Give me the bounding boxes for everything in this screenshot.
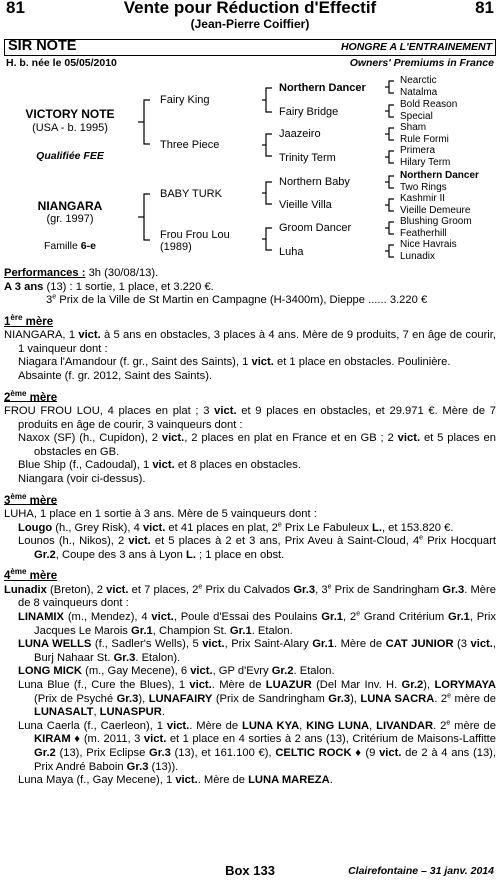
luna-wells-h: (3 (453, 638, 471, 651)
first-dam-produce-2 (4, 370, 496, 384)
horse-birth: H. b. née le 05/05/2010 (6, 57, 117, 69)
g3-0: Nearctic (400, 75, 437, 86)
m3-title-sup: ème (10, 491, 27, 501)
g3-7: Hilary Term (400, 157, 451, 168)
performances-age (4, 281, 496, 295)
luna-caerla-e: , (299, 719, 307, 732)
produce-luna-maya (4, 774, 496, 788)
lot-number-left: 81 (6, 0, 25, 17)
m2-l1c: et 9 places en obstacles, et 29.971 €. Mère de 7 produits en âge de courir, 3 vainqueurs dont : (18, 405, 496, 431)
luna-wells-g: CAT JUNIOR (385, 638, 454, 651)
produce-luna-blue (4, 679, 496, 720)
m1-l3: Absainte (f. gr. 2012, Saint des Saints). (18, 369, 213, 382)
m3-l2a: Lougo (18, 521, 53, 534)
m2-title-num: 2 (4, 391, 11, 404)
long-mick-b: (m., Gay Mecene), 6 (82, 665, 191, 678)
lunadix-i: e (327, 583, 332, 591)
sale-title: Vente pour Réduction d'Effectif (123, 0, 377, 17)
luna-wells-l: . Etalon). (135, 651, 181, 664)
famille-label: Famille (44, 240, 81, 252)
qualification: Qualifiée FEE (36, 150, 104, 162)
luna-caerla-x: Gr.3 (126, 760, 149, 773)
luna-blue-w: . (161, 706, 165, 719)
luna-caerla-r: Gr.3 (149, 746, 171, 759)
fourth-dam-lunadix (4, 584, 496, 611)
lunadix-h: , 3 (315, 583, 328, 596)
lunadix-j: Prix de Sandringham (331, 583, 443, 596)
luna-wells-j: , Burj Nahaar St. (34, 638, 496, 664)
long-mick-c: vict. (190, 665, 213, 678)
m3-l3i: ; 1 place en obst. (195, 548, 285, 561)
luna-caerla-f: KING LUNA (306, 719, 370, 732)
long-mick-f: . Etalon. (293, 665, 335, 678)
luna-caerla-d: LUNA KYA (242, 719, 300, 732)
linamix-l: , Champion St. (152, 624, 230, 637)
m2-l3a: Blue Ship (f., Cadoudal), 1 (18, 459, 153, 472)
m3-l2f: Prix Le Fabuleux (281, 521, 372, 534)
m3-l3b: vict. (128, 535, 151, 548)
m3-l3a: Lounos (h., Nikos), 2 (18, 535, 129, 548)
luna-blue-i: (Prix de Psyché (34, 692, 117, 705)
lunadix-d: et 7 places, 2 (128, 583, 199, 596)
linamix-h: Grand Critérium (360, 610, 449, 623)
first-dam-title (4, 311, 496, 329)
first-dam-text (4, 329, 496, 356)
m2-l2a: Naxox (SF) (h., Cupidon), 2 (18, 432, 162, 445)
m3-title-num: 3 (4, 494, 11, 507)
m2-title-sup: ème (10, 388, 27, 398)
luna-caerla-c: . Mère de (189, 719, 242, 732)
luna-wells-k: Gr.3 (113, 651, 136, 664)
dam-info: (gr. 1997) (46, 213, 94, 225)
race-place-sup: e (52, 293, 57, 301)
luna-caerla-s: (13), et 161.100 €), (170, 746, 276, 759)
luna-blue-c: . Mère de (211, 678, 266, 691)
luna-caerla-h: LIVANDAR (376, 719, 434, 732)
g2-5: Vieille Villa (279, 199, 332, 211)
g3-6: Primera (400, 145, 436, 156)
pedigree-table (0, 70, 500, 270)
m3-l3e: Prix Hocquart (423, 535, 496, 548)
m3-l2e: e (277, 520, 282, 528)
luna-wells-i: vict. (470, 638, 493, 651)
linamix-k: Gr.1 (131, 624, 153, 637)
g3-9: Two Rings (400, 182, 447, 193)
luna-wells-d: , Prix Saint-Alary (224, 638, 313, 651)
race-text: Prix de la Ville de St Martin en Campagne (H-3400m), Dieppe ...... 3.220 € (56, 294, 428, 307)
third-dam-text (4, 508, 496, 522)
luna-blue-o: ), (350, 692, 361, 705)
luna-blue-n: Gr.3 (328, 692, 351, 705)
performances-summary: 3h (30/08/13). (85, 267, 159, 279)
horse-status: HONGRE A L'ENTRAINEMENT (340, 41, 492, 53)
m4-title-text: mère (26, 570, 58, 583)
g3-15: Lunadix (400, 251, 436, 262)
luna-caerla-b: vict. (166, 719, 190, 732)
m3-l2c: vict. (142, 521, 166, 534)
m3-l3g: , Coupe des 3 ans à Lyon (55, 548, 186, 561)
lunadix-g: Gr.3 (293, 583, 316, 596)
second-dam-title (4, 387, 496, 405)
m3-l2b: (h., Grey Risk), 4 (52, 521, 143, 534)
produce-linamix (4, 611, 496, 638)
third-dam-produce-1 (4, 522, 496, 536)
m1-l2a: Niagara l'Amandour (f. gr., Saint des Saints), 1 (18, 356, 252, 369)
m1-l2c: et 1 place en obstacles. Poulinière. (273, 356, 451, 369)
linamix-g: e (356, 610, 361, 618)
lunadix-l: . Mère de 8 vainqueurs dont : (18, 583, 496, 610)
g2-3: Trinity Term (279, 152, 336, 164)
g2-7: Luha (279, 246, 304, 258)
luna-caerla-w: de 2 à 4 ans (13), Prix André Baboin (34, 746, 496, 773)
luna-blue-l: LUNAFAIRY (148, 692, 213, 705)
g3-11: Vieille Demeure (400, 205, 471, 216)
lunadix-b: (Breton), 2 (46, 583, 107, 596)
second-dam-text (4, 405, 496, 432)
g3-14: Nice Havrais (400, 239, 457, 250)
m1-title-sup: ère (10, 312, 23, 322)
second-dam-produce-1 (4, 432, 496, 459)
m2-l3c: et 8 places en obstacles. (174, 459, 301, 472)
linamix-f: , 2 (343, 610, 357, 623)
m2-l4: Niangara (voir ci-dessus). (18, 472, 146, 485)
age-label: A 3 ans (4, 280, 44, 293)
g2-2: Jaazeiro (279, 128, 321, 140)
long-mick-a: LONG MICK (18, 665, 83, 678)
g3-13: Featherhill (400, 228, 447, 239)
linamix-d: , Poule d'Essai des Poulains (173, 610, 322, 623)
luna-caerla-o: et 1 place en 4 sorties à 2 ans (13), Critérium de Maisons-Laffitte (166, 733, 497, 746)
famille-number: 6-e (80, 240, 96, 252)
luna-maya-d: LUNA MAREZA (248, 774, 330, 787)
luna-caerla-y: (13)). (148, 760, 179, 773)
m3-l2d: et 41 places en plat, 2 (165, 521, 278, 534)
m1-l1c: à 5 ans en obstacles, 3 places à 4 ans. Mère de 9 produits, 7 en âge de courir, 1 vainqueur dont : (18, 329, 496, 355)
m2-l2e: et 5 places en obstacles en GB. (34, 432, 496, 458)
luna-blue-d: LUAZUR (265, 678, 312, 691)
dam-name: NIANGARA (37, 199, 103, 213)
m2-l1a: FROU FROU LOU, 4 places en plat ; 3 (4, 405, 215, 417)
m3-l1: LUHA, 1 place en 1 sortie à 3 ans. Mère de 5 vainqueurs dont : (4, 507, 317, 520)
luna-caerla-j: e (446, 718, 451, 726)
luna-wells-b: (f., Sadler's Wells), 5 (91, 638, 203, 651)
luna-blue-g: ), (423, 678, 435, 691)
m1-title-text: mère (22, 315, 54, 328)
g1-dam-dam-year: (1989) (160, 241, 192, 253)
g1-sire-dam: Three Piece (160, 139, 220, 151)
luna-caerla-m: ♦ (m. 2011, 3 (70, 733, 144, 746)
lunadix-f: Prix du Calvados (202, 583, 294, 596)
linamix-e: Gr.1 (321, 610, 344, 623)
m3-l2h: , et 153.820 €. (381, 521, 454, 534)
luna-caerla-i: . 2 (433, 719, 447, 732)
g3-12: Blushing Groom (400, 216, 472, 227)
produce-luna-caerla (4, 720, 496, 774)
luna-blue-t: LUNASALT (34, 706, 94, 719)
g3-3: Special (400, 111, 433, 122)
m2-title-text: mère (26, 391, 58, 404)
page-header (0, 0, 500, 36)
lunadix-c: vict. (106, 583, 129, 596)
luna-caerla-u: ♦ (9 (351, 746, 380, 759)
linamix-c: vict. (151, 610, 174, 623)
performances (4, 267, 496, 281)
luna-blue-q: . 2 (434, 692, 448, 705)
luna-maya-b: vict. (175, 774, 198, 787)
age-text: (13) : 1 sortie, 1 place, et 3.220 €. (43, 280, 214, 293)
pedigree-notes (4, 267, 496, 788)
luna-blue-k: ), (138, 692, 149, 705)
sale-place-date: Clairefontaine – 31 janv. 2014 (348, 865, 494, 877)
luna-caerla-v: vict. (379, 746, 402, 759)
g3-1: Natalma (400, 87, 438, 98)
lunadix-e: e (198, 583, 203, 591)
m2-l2b: vict. (161, 432, 185, 445)
m1-l1a: NIANGARA, 1 (4, 329, 79, 342)
m2-l2d: vict. (397, 432, 421, 445)
luna-blue-e: (Del Mar Inv. H. (311, 678, 402, 691)
g2-1: Fairy Bridge (279, 106, 339, 118)
horse-name: SIR NOTE (8, 38, 77, 54)
third-dam-title (4, 490, 496, 508)
owners-premiums: Owners' Premiums in France (349, 57, 494, 69)
luna-caerla-k: mère de (450, 719, 496, 732)
m3-l2g: L. (371, 521, 382, 534)
g3-8: Northern Dancer (400, 170, 479, 181)
m2-l3b: vict. (152, 459, 175, 472)
luna-caerla-q: (13), Prix Eclipse (55, 746, 150, 759)
box-number: Box 133 (225, 863, 275, 878)
g1-dam-sire: BABY TURK (160, 188, 222, 200)
long-mick-d: , GP d'Evry (212, 665, 272, 678)
linamix-b: (m., Mendez), 4 (64, 610, 152, 623)
g2-0: Northern Dancer (279, 82, 366, 94)
first-dam-produce-1 (4, 356, 496, 370)
lunadix-k: Gr.3 (442, 583, 465, 596)
luna-caerla-a: Luna Caerla (f., Caerleon), 1 (18, 719, 167, 732)
linamix-n: . Etalon. (251, 624, 293, 637)
m4-title-sup: ème (10, 567, 27, 577)
luna-caerla-p: Gr.2 (34, 746, 56, 759)
linamix-m: Gr.1 (229, 624, 252, 637)
luna-blue-v: LUNASPUR (99, 706, 162, 719)
luna-wells-c: vict. (202, 638, 225, 651)
luna-maya-a: Luna Maya (f., Gay Mecene), 1 (18, 774, 176, 787)
second-dam-produce-3 (4, 473, 496, 487)
luna-blue-j: Gr.3 (116, 692, 139, 705)
m3-l3d: e (419, 534, 424, 542)
luna-caerla-l: KIRAM (34, 733, 71, 746)
luna-blue-m: (Prix de Sandringham (212, 692, 329, 705)
luna-blue-u: , (93, 706, 100, 719)
famille (0, 240, 140, 252)
sire-info: (USA - b. 1995) (32, 122, 108, 134)
lunadix-a: Lunadix (4, 583, 47, 596)
performances-race (4, 294, 496, 308)
luna-wells-e: Gr.1 (312, 638, 334, 651)
third-dam-produce-2 (4, 535, 496, 562)
race-place: 3 (46, 294, 53, 307)
horse-name-box (4, 39, 496, 56)
luna-blue-p: LUNA SACRA (360, 692, 435, 705)
g1-sire-sire: Fairy King (160, 94, 210, 106)
produce-luna-wells (4, 638, 496, 665)
luna-wells-f: . Mère de (334, 638, 386, 651)
seller-name: (Jean-Pierre Coiffier) (190, 17, 310, 31)
page-footer (0, 863, 500, 881)
luna-blue-a: Luna Blue (f., Cure the Blues), 1 (18, 678, 190, 691)
long-mick-e: Gr.2 (271, 665, 294, 678)
luna-caerla-n: vict. (143, 733, 167, 746)
m3-title-text: mère (26, 494, 58, 507)
g3-5: Rule Formi (400, 134, 449, 145)
g3-2: Bold Reason (400, 99, 458, 110)
luna-blue-b: vict. (189, 678, 212, 691)
g1-dam-dam: Frou Frou Lou (160, 229, 230, 241)
produce-long-mick (4, 665, 496, 679)
luna-blue-s: mère de (451, 692, 496, 705)
second-dam-produce-2 (4, 459, 496, 473)
linamix-a: LINAMIX (18, 610, 64, 623)
g2-4: Northern Baby (279, 176, 350, 188)
m3-l3c: et 5 places à 2 et 3 ans, Prix Aveu à Saint-Cloud, 4 (150, 535, 420, 548)
m2-l2c: , 2 places en plat en France et en GB ; 2 (184, 432, 398, 445)
luna-blue-h: LORYMAYA (434, 678, 496, 691)
m3-l3f: Gr.2 (34, 548, 56, 561)
fourth-dam-title (4, 565, 496, 583)
m3-l3h: L. (185, 548, 196, 561)
lot-number-right: 81 (475, 0, 494, 17)
luna-maya-e: . (329, 774, 333, 787)
luna-blue-r: e (447, 691, 452, 699)
m2-l1b: vict. (214, 405, 237, 417)
m1-title-num: 1 (4, 315, 11, 328)
g3-4: Sham (400, 122, 427, 133)
g2-6: Groom Dancer (279, 222, 352, 234)
sire-name: VICTORY NOTE (25, 107, 115, 121)
luna-caerla-g: , (369, 719, 377, 732)
m4-title-num: 4 (4, 570, 11, 583)
m1-l1b: vict. (78, 329, 101, 342)
m1-l2b: vict. (251, 356, 274, 369)
luna-maya-c: . Mère de (197, 774, 249, 787)
luna-blue-f: Gr.2 (401, 678, 424, 691)
linamix-j: , Prix Jacques Le Marois (34, 610, 496, 637)
g3-10: Kashmir II (400, 193, 446, 204)
luna-wells-a: LUNA WELLS (18, 638, 92, 651)
linamix-i: Gr.1 (448, 610, 470, 623)
luna-caerla-t: CELTIC ROCK (275, 746, 352, 759)
performances-label: Performances : (4, 267, 86, 279)
